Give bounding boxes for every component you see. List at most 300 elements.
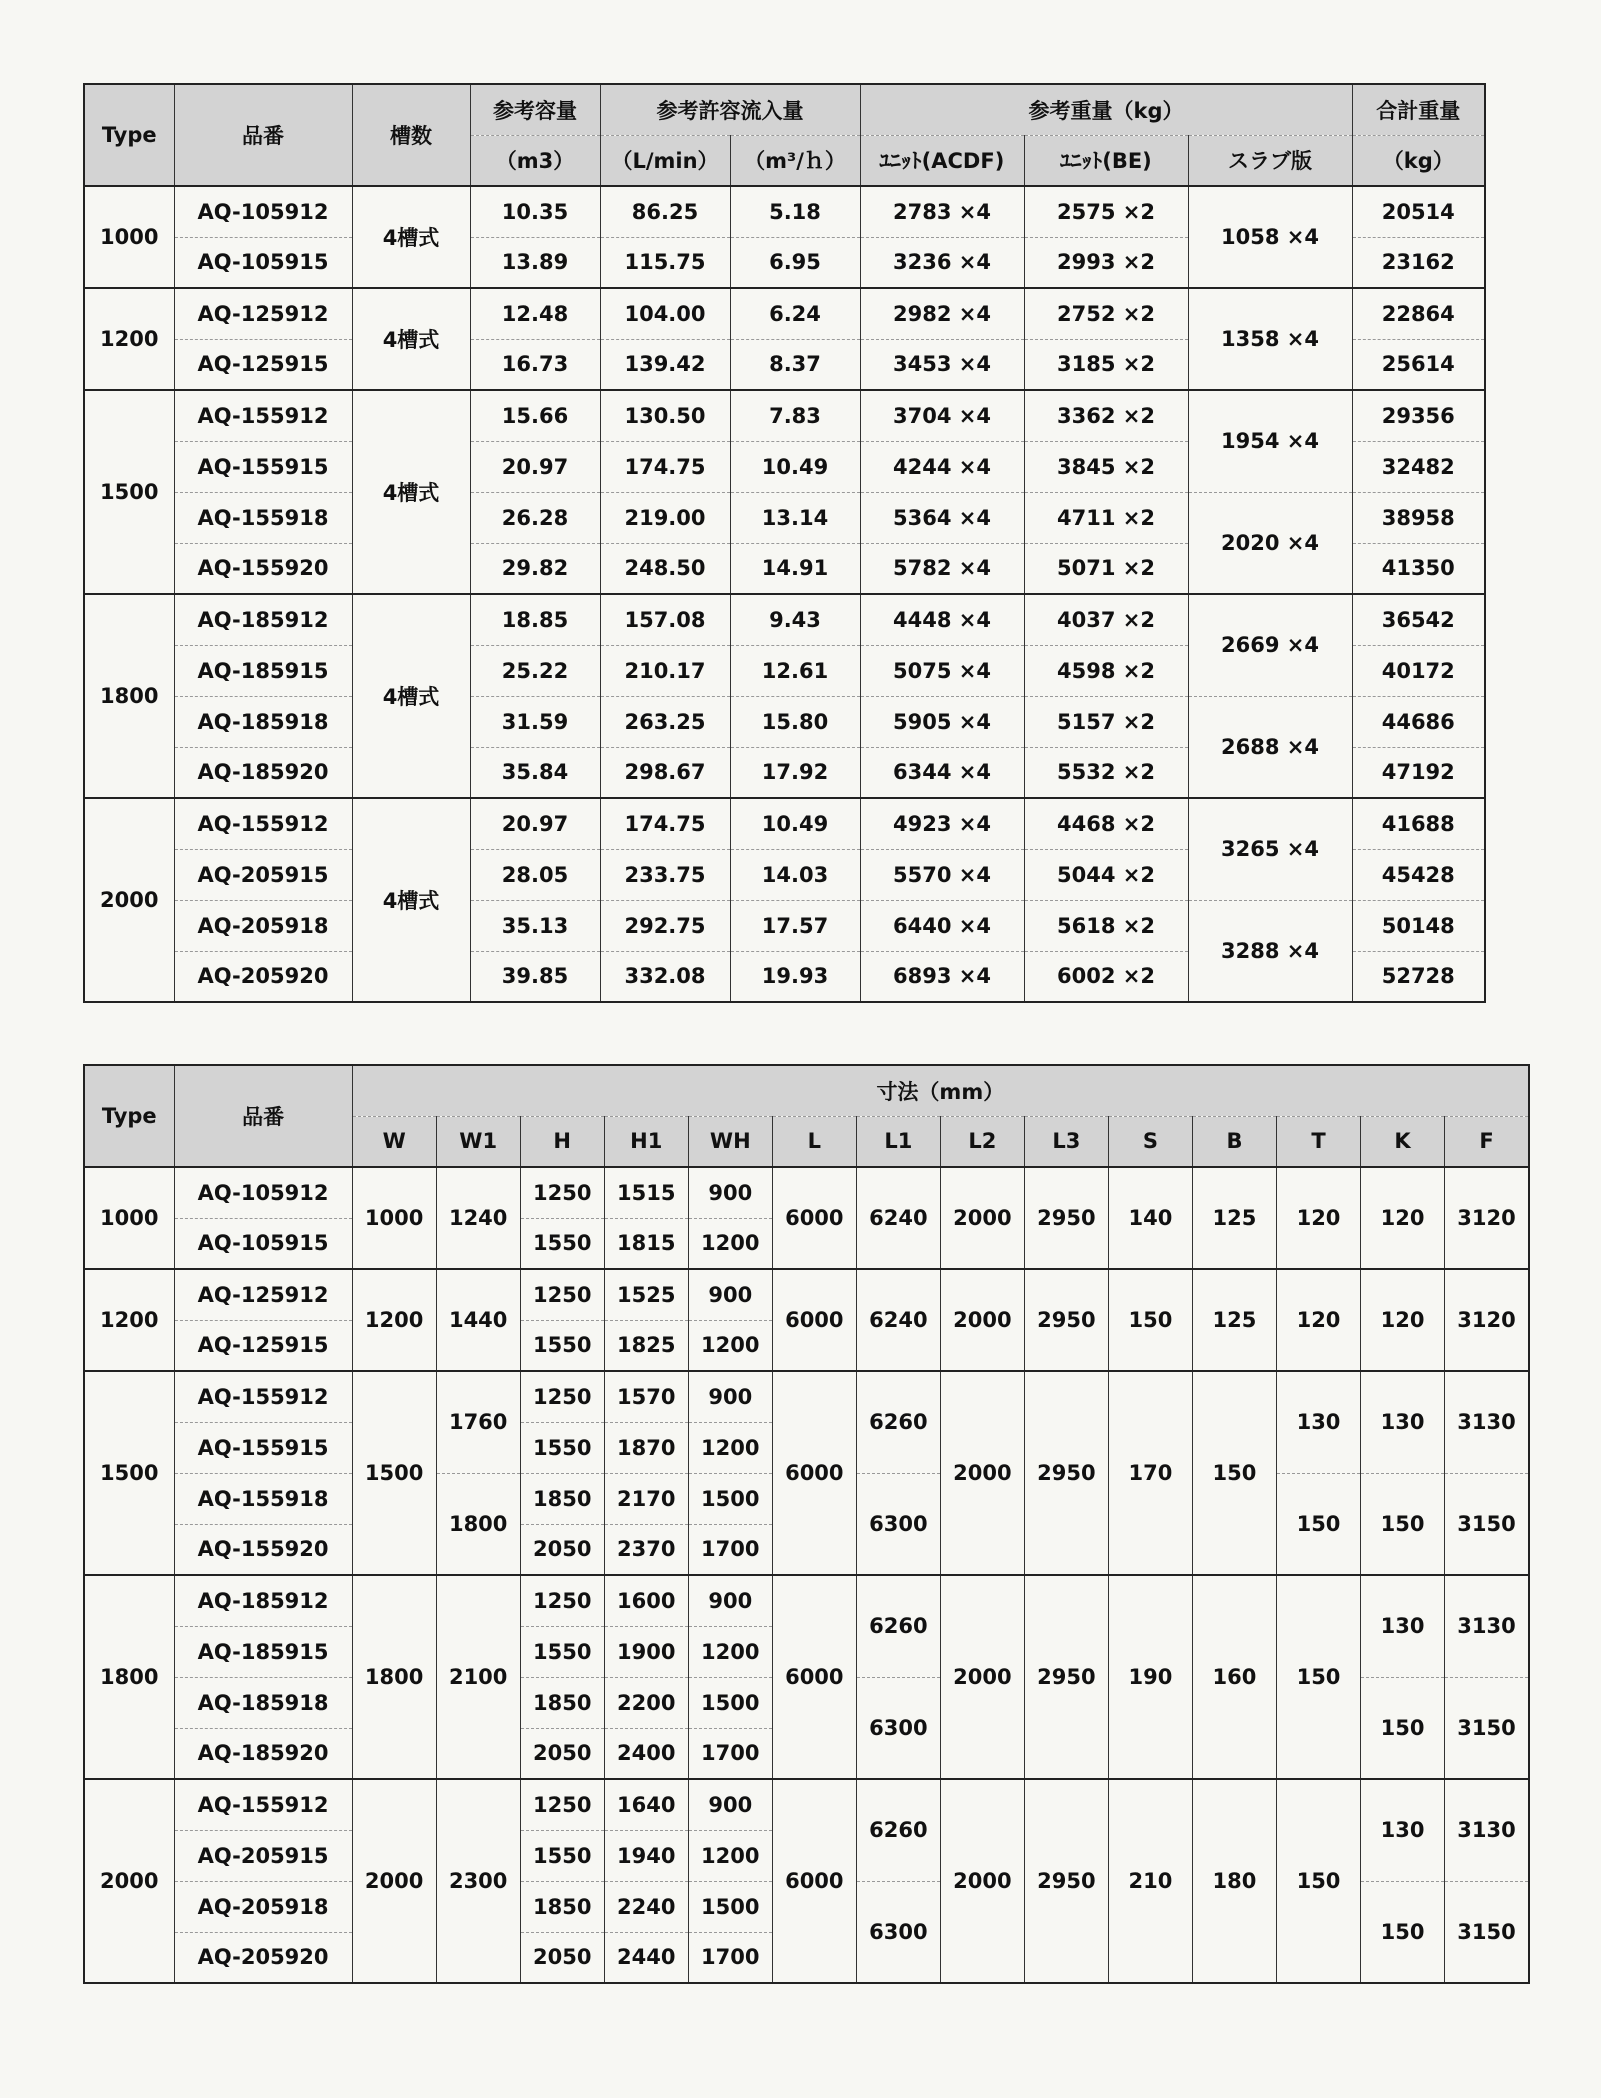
h1-cell: 2200: [604, 1677, 688, 1728]
h1-cell: 1815: [604, 1218, 688, 1269]
w1-cell: 2300: [436, 1779, 520, 1983]
part-number-cell: AQ-185912: [174, 1575, 352, 1626]
part-number-cell: AQ-155915: [174, 441, 352, 492]
f-cell: 3150: [1445, 1881, 1529, 1983]
unit-acdf-weight-cell: 5905 ×4: [860, 696, 1024, 747]
part-number-cell: AQ-105912: [174, 1167, 352, 1218]
part-number-cell: AQ-185920: [174, 1728, 352, 1779]
wh-cell: 900: [688, 1167, 772, 1218]
part-number-cell: AQ-155912: [174, 1779, 352, 1830]
part-number-cell: AQ-185920: [174, 747, 352, 798]
inflow-lmin-cell: 104.00: [600, 288, 730, 339]
table-row: [84, 1269, 1529, 1320]
total-weight-cell: 36542: [1352, 594, 1485, 645]
total-weight-cell: 44686: [1352, 696, 1485, 747]
b-cell: 150: [1192, 1371, 1276, 1575]
unit-be-weight-cell: 5618 ×2: [1024, 900, 1188, 951]
unit-acdf-weight-cell: 6344 ×4: [860, 747, 1024, 798]
l1-cell: 6260: [856, 1779, 940, 1881]
l-cell: 6000: [772, 1779, 856, 1983]
header-capacity-unit: （m3）: [470, 135, 600, 186]
h1-cell: 1570: [604, 1371, 688, 1422]
slab-weight-cell: 2669 ×4: [1188, 594, 1352, 696]
l1-cell: 6240: [856, 1269, 940, 1371]
inflow-m3h-cell: 10.49: [730, 798, 860, 849]
type-cell: 1200: [84, 1269, 174, 1371]
capacity-cell: 26.28: [470, 492, 600, 543]
s-cell: 170: [1108, 1371, 1192, 1575]
inflow-m3h-cell: 13.14: [730, 492, 860, 543]
unit-be-weight-cell: 5071 ×2: [1024, 543, 1188, 594]
wh-cell: 900: [688, 1269, 772, 1320]
inflow-lmin-cell: 332.08: [600, 951, 730, 1002]
h1-cell: 2400: [604, 1728, 688, 1779]
l1-cell: 6240: [856, 1167, 940, 1269]
part-number-cell: AQ-205915: [174, 1830, 352, 1881]
part-number-cell: AQ-185912: [174, 594, 352, 645]
part-number-cell: AQ-105915: [174, 237, 352, 288]
total-weight-cell: 38958: [1352, 492, 1485, 543]
t-cell: 120: [1276, 1269, 1360, 1371]
l2-cell: 2000: [940, 1269, 1024, 1371]
inflow-m3h-cell: 19.93: [730, 951, 860, 1002]
h1-cell: 1525: [604, 1269, 688, 1320]
total-weight-cell: 47192: [1352, 747, 1485, 798]
b-cell: 125: [1192, 1167, 1276, 1269]
dim-header-w1: W1: [436, 1116, 520, 1167]
part-number-cell: AQ-105912: [174, 186, 352, 237]
w-cell: 1500: [352, 1371, 436, 1575]
wh-cell: 900: [688, 1371, 772, 1422]
tank-count-cell: 4槽式: [352, 798, 470, 1002]
slab-weight-cell: 1058 ×4: [1188, 186, 1352, 288]
part-number-cell: AQ-105915: [174, 1218, 352, 1269]
inflow-lmin-cell: 115.75: [600, 237, 730, 288]
inflow-m3h-cell: 7.83: [730, 390, 860, 441]
total-weight-cell: 40172: [1352, 645, 1485, 696]
part-number-cell: AQ-205920: [174, 951, 352, 1002]
l-cell: 6000: [772, 1167, 856, 1269]
t-cell: 120: [1276, 1167, 1360, 1269]
l1-cell: 6300: [856, 1677, 940, 1779]
type-cell: 2000: [84, 1779, 174, 1983]
unit-acdf-weight-cell: 5075 ×4: [860, 645, 1024, 696]
unit-acdf-weight-cell: 6893 ×4: [860, 951, 1024, 1002]
wh-cell: 1700: [688, 1524, 772, 1575]
inflow-m3h-cell: 15.80: [730, 696, 860, 747]
capacity-cell: 10.35: [470, 186, 600, 237]
unit-be-weight-cell: 2993 ×2: [1024, 237, 1188, 288]
unit-acdf-weight-cell: 4923 ×4: [860, 798, 1024, 849]
part-number-cell: AQ-205918: [174, 1881, 352, 1932]
table-row: [84, 288, 1485, 339]
h-cell: 1250: [520, 1371, 604, 1422]
unit-be-weight-cell: 4037 ×2: [1024, 594, 1188, 645]
part-number-cell: AQ-155920: [174, 1524, 352, 1575]
w-cell: 1200: [352, 1269, 436, 1371]
k-cell: 150: [1361, 1881, 1445, 1983]
table-row: [84, 1371, 1529, 1422]
b-cell: 125: [1192, 1269, 1276, 1371]
wh-cell: 1200: [688, 1218, 772, 1269]
inflow-lmin-cell: 130.50: [600, 390, 730, 441]
inflow-m3h-cell: 14.03: [730, 849, 860, 900]
inflow-m3h-cell: 17.57: [730, 900, 860, 951]
dim-header-w: W: [352, 1116, 436, 1167]
slab-weight-cell: 3288 ×4: [1188, 900, 1352, 1002]
part-number-cell: AQ-155912: [174, 798, 352, 849]
inflow-lmin-cell: 248.50: [600, 543, 730, 594]
capacity-cell: 20.97: [470, 798, 600, 849]
h1-cell: 2170: [604, 1473, 688, 1524]
l-cell: 6000: [772, 1269, 856, 1371]
w-cell: 1800: [352, 1575, 436, 1779]
capacity-cell: 25.22: [470, 645, 600, 696]
part-number-cell: AQ-155918: [174, 492, 352, 543]
inflow-lmin-cell: 139.42: [600, 339, 730, 390]
total-weight-cell: 23162: [1352, 237, 1485, 288]
l2-cell: 2000: [940, 1575, 1024, 1779]
type-cell: 1800: [84, 1575, 174, 1779]
dim-header-type: Type: [84, 1065, 174, 1167]
part-number-cell: AQ-155915: [174, 1422, 352, 1473]
dim-header-l2: L2: [940, 1116, 1024, 1167]
f-cell: 3130: [1445, 1779, 1529, 1881]
total-weight-cell: 52728: [1352, 951, 1485, 1002]
part-number-cell: AQ-185918: [174, 696, 352, 747]
header-total-unit: （kg）: [1352, 135, 1485, 186]
h1-cell: 1940: [604, 1830, 688, 1881]
w1-cell: 1800: [436, 1473, 520, 1575]
dim-header-h1: H1: [604, 1116, 688, 1167]
slab-weight-cell: 2688 ×4: [1188, 696, 1352, 798]
inflow-m3h-cell: 6.24: [730, 288, 860, 339]
header-inflow-lmin: （L/min）: [600, 135, 730, 186]
dimension-table-body: [84, 1167, 1529, 1983]
l2-cell: 2000: [940, 1371, 1024, 1575]
h-cell: 1550: [520, 1422, 604, 1473]
inflow-m3h-cell: 6.95: [730, 237, 860, 288]
dim-header-h: H: [520, 1116, 604, 1167]
wh-cell: 1500: [688, 1473, 772, 1524]
header-unit-be: ﾕﾆｯﾄ(BE): [1024, 135, 1188, 186]
inflow-lmin-cell: 210.17: [600, 645, 730, 696]
h-cell: 1850: [520, 1881, 604, 1932]
table-row: [84, 798, 1485, 849]
slab-weight-cell: 1358 ×4: [1188, 288, 1352, 390]
inflow-lmin-cell: 263.25: [600, 696, 730, 747]
tank-count-cell: 4槽式: [352, 390, 470, 594]
table-row: [84, 186, 1485, 237]
wh-cell: 1200: [688, 1626, 772, 1677]
dim-header-wh: WH: [688, 1116, 772, 1167]
l1-cell: 6260: [856, 1371, 940, 1473]
s-cell: 190: [1108, 1575, 1192, 1779]
w1-cell: 1240: [436, 1167, 520, 1269]
h-cell: 1550: [520, 1830, 604, 1881]
spec-table: [83, 83, 1486, 1003]
w1-cell: 1440: [436, 1269, 520, 1371]
l1-cell: 6300: [856, 1473, 940, 1575]
l1-cell: 6300: [856, 1881, 940, 1983]
h-cell: 2050: [520, 1728, 604, 1779]
spec-table-body: [84, 186, 1485, 1002]
inflow-lmin-cell: 292.75: [600, 900, 730, 951]
inflow-m3h-cell: 10.49: [730, 441, 860, 492]
h-cell: 2050: [520, 1932, 604, 1983]
part-number-cell: AQ-205920: [174, 1932, 352, 1983]
wh-cell: 1200: [688, 1320, 772, 1371]
tank-count-cell: 4槽式: [352, 288, 470, 390]
unit-acdf-weight-cell: 3704 ×4: [860, 390, 1024, 441]
h-cell: 1850: [520, 1677, 604, 1728]
capacity-cell: 20.97: [470, 441, 600, 492]
l3-cell: 2950: [1024, 1575, 1108, 1779]
l2-cell: 2000: [940, 1167, 1024, 1269]
dim-header-l1: L1: [856, 1116, 940, 1167]
table-row: [84, 696, 1485, 747]
s-cell: 210: [1108, 1779, 1192, 1983]
h1-cell: 1825: [604, 1320, 688, 1371]
total-weight-cell: 41350: [1352, 543, 1485, 594]
type-cell: 1000: [84, 1167, 174, 1269]
h1-cell: 2440: [604, 1932, 688, 1983]
h-cell: 2050: [520, 1524, 604, 1575]
part-number-cell: AQ-155920: [174, 543, 352, 594]
unit-be-weight-cell: 4468 ×2: [1024, 798, 1188, 849]
dim-header-l3: L3: [1024, 1116, 1108, 1167]
total-weight-cell: 20514: [1352, 186, 1485, 237]
f-cell: 3120: [1445, 1269, 1529, 1371]
capacity-cell: 16.73: [470, 339, 600, 390]
inflow-lmin-cell: 157.08: [600, 594, 730, 645]
header-weight: 参考重量（kg）: [860, 84, 1352, 135]
inflow-lmin-cell: 174.75: [600, 798, 730, 849]
h1-cell: 2370: [604, 1524, 688, 1575]
h-cell: 1250: [520, 1167, 604, 1218]
w-cell: 2000: [352, 1779, 436, 1983]
header-capacity: 参考容量: [470, 84, 600, 135]
l3-cell: 2950: [1024, 1371, 1108, 1575]
total-weight-cell: 45428: [1352, 849, 1485, 900]
total-weight-cell: 22864: [1352, 288, 1485, 339]
header-inflow: 参考許容流入量: [600, 84, 860, 135]
w-cell: 1000: [352, 1167, 436, 1269]
unit-acdf-weight-cell: 2982 ×4: [860, 288, 1024, 339]
capacity-cell: 15.66: [470, 390, 600, 441]
inflow-m3h-cell: 17.92: [730, 747, 860, 798]
table-row: [84, 594, 1485, 645]
unit-be-weight-cell: 5532 ×2: [1024, 747, 1188, 798]
unit-be-weight-cell: 2575 ×2: [1024, 186, 1188, 237]
k-cell: 150: [1361, 1677, 1445, 1779]
total-weight-cell: 50148: [1352, 900, 1485, 951]
total-weight-cell: 32482: [1352, 441, 1485, 492]
f-cell: 3150: [1445, 1473, 1529, 1575]
unit-be-weight-cell: 2752 ×2: [1024, 288, 1188, 339]
l-cell: 6000: [772, 1575, 856, 1779]
t-cell: 150: [1276, 1575, 1360, 1779]
l3-cell: 2950: [1024, 1167, 1108, 1269]
k-cell: 130: [1361, 1575, 1445, 1677]
w1-cell: 1760: [436, 1371, 520, 1473]
table-row: [84, 1167, 1529, 1218]
dimension-table: [83, 1064, 1530, 1984]
dim-header-k: K: [1361, 1116, 1445, 1167]
dim-header-s: S: [1108, 1116, 1192, 1167]
type-cell: 1000: [84, 186, 174, 288]
unit-acdf-weight-cell: 3453 ×4: [860, 339, 1024, 390]
unit-acdf-weight-cell: 3236 ×4: [860, 237, 1024, 288]
part-number-cell: AQ-155912: [174, 1371, 352, 1422]
unit-acdf-weight-cell: 5364 ×4: [860, 492, 1024, 543]
unit-be-weight-cell: 5044 ×2: [1024, 849, 1188, 900]
wh-cell: 1700: [688, 1932, 772, 1983]
unit-acdf-weight-cell: 2783 ×4: [860, 186, 1024, 237]
slab-weight-cell: 1954 ×4: [1188, 390, 1352, 492]
type-cell: 1500: [84, 390, 174, 594]
capacity-cell: 13.89: [470, 237, 600, 288]
table-row: [84, 390, 1485, 441]
f-cell: 3120: [1445, 1167, 1529, 1269]
inflow-m3h-cell: 9.43: [730, 594, 860, 645]
type-cell: 1200: [84, 288, 174, 390]
capacity-cell: 31.59: [470, 696, 600, 747]
wh-cell: 900: [688, 1779, 772, 1830]
dim-header-part-no: 品番: [174, 1065, 352, 1167]
l2-cell: 2000: [940, 1779, 1024, 1983]
unit-be-weight-cell: 6002 ×2: [1024, 951, 1188, 1002]
part-number-cell: AQ-125915: [174, 339, 352, 390]
inflow-m3h-cell: 5.18: [730, 186, 860, 237]
capacity-cell: 29.82: [470, 543, 600, 594]
k-cell: 150: [1361, 1473, 1445, 1575]
unit-be-weight-cell: 4711 ×2: [1024, 492, 1188, 543]
header-tanks: 槽数: [352, 84, 470, 186]
inflow-lmin-cell: 298.67: [600, 747, 730, 798]
h1-cell: 1900: [604, 1626, 688, 1677]
dim-header-b: B: [1192, 1116, 1276, 1167]
part-number-cell: AQ-155912: [174, 390, 352, 441]
t-cell: 150: [1276, 1473, 1360, 1575]
part-number-cell: AQ-185915: [174, 1626, 352, 1677]
type-cell: 2000: [84, 798, 174, 1002]
total-weight-cell: 29356: [1352, 390, 1485, 441]
t-cell: 130: [1276, 1371, 1360, 1473]
header-part-no: 品番: [174, 84, 352, 186]
f-cell: 3130: [1445, 1371, 1529, 1473]
table-row: [84, 900, 1485, 951]
l3-cell: 2950: [1024, 1269, 1108, 1371]
part-number-cell: AQ-185915: [174, 645, 352, 696]
dim-header-f: F: [1445, 1116, 1529, 1167]
inflow-lmin-cell: 219.00: [600, 492, 730, 543]
h-cell: 1250: [520, 1779, 604, 1830]
k-cell: 130: [1361, 1371, 1445, 1473]
inflow-lmin-cell: 233.75: [600, 849, 730, 900]
total-weight-cell: 41688: [1352, 798, 1485, 849]
h-cell: 1250: [520, 1575, 604, 1626]
b-cell: 180: [1192, 1779, 1276, 1983]
header-total-weight: 合計重量: [1352, 84, 1485, 135]
k-cell: 120: [1361, 1269, 1445, 1371]
tank-count-cell: 4槽式: [352, 594, 470, 798]
capacity-cell: 35.13: [470, 900, 600, 951]
type-cell: 1800: [84, 594, 174, 798]
h-cell: 1850: [520, 1473, 604, 1524]
s-cell: 150: [1108, 1269, 1192, 1371]
header-inflow-m3h: （m³/ｈ）: [730, 135, 860, 186]
tank-count-cell: 4槽式: [352, 186, 470, 288]
capacity-cell: 28.05: [470, 849, 600, 900]
h-cell: 1250: [520, 1269, 604, 1320]
wh-cell: 900: [688, 1575, 772, 1626]
h1-cell: 1870: [604, 1422, 688, 1473]
table-row: [84, 492, 1485, 543]
slab-weight-cell: 3265 ×4: [1188, 798, 1352, 900]
wh-cell: 1500: [688, 1677, 772, 1728]
table-row: [84, 1575, 1529, 1626]
inflow-lmin-cell: 86.25: [600, 186, 730, 237]
capacity-cell: 18.85: [470, 594, 600, 645]
capacity-cell: 12.48: [470, 288, 600, 339]
inflow-m3h-cell: 8.37: [730, 339, 860, 390]
header-unit-acdf: ﾕﾆｯﾄ(ACDF): [860, 135, 1024, 186]
t-cell: 150: [1276, 1779, 1360, 1983]
f-cell: 3130: [1445, 1575, 1529, 1677]
dim-header-t: T: [1276, 1116, 1360, 1167]
unit-acdf-weight-cell: 6440 ×4: [860, 900, 1024, 951]
inflow-lmin-cell: 174.75: [600, 441, 730, 492]
unit-be-weight-cell: 4598 ×2: [1024, 645, 1188, 696]
header-type: Type: [84, 84, 174, 186]
h1-cell: 1515: [604, 1167, 688, 1218]
k-cell: 130: [1361, 1779, 1445, 1881]
inflow-m3h-cell: 12.61: [730, 645, 860, 696]
unit-be-weight-cell: 3845 ×2: [1024, 441, 1188, 492]
unit-acdf-weight-cell: 5782 ×4: [860, 543, 1024, 594]
dim-header-l: L: [772, 1116, 856, 1167]
h-cell: 1550: [520, 1320, 604, 1371]
wh-cell: 1200: [688, 1422, 772, 1473]
header-slab: スラブ版: [1188, 135, 1352, 186]
b-cell: 160: [1192, 1575, 1276, 1779]
wh-cell: 1200: [688, 1830, 772, 1881]
l-cell: 6000: [772, 1371, 856, 1575]
unit-acdf-weight-cell: 5570 ×4: [860, 849, 1024, 900]
table-row: [84, 1779, 1529, 1830]
part-number-cell: AQ-205915: [174, 849, 352, 900]
part-number-cell: AQ-185918: [174, 1677, 352, 1728]
capacity-cell: 39.85: [470, 951, 600, 1002]
k-cell: 120: [1361, 1167, 1445, 1269]
capacity-cell: 35.84: [470, 747, 600, 798]
unit-acdf-weight-cell: 4244 ×4: [860, 441, 1024, 492]
part-number-cell: AQ-205918: [174, 900, 352, 951]
wh-cell: 1700: [688, 1728, 772, 1779]
unit-be-weight-cell: 5157 ×2: [1024, 696, 1188, 747]
type-cell: 1500: [84, 1371, 174, 1575]
f-cell: 3150: [1445, 1677, 1529, 1779]
h-cell: 1550: [520, 1218, 604, 1269]
unit-acdf-weight-cell: 4448 ×4: [860, 594, 1024, 645]
h1-cell: 1600: [604, 1575, 688, 1626]
l1-cell: 6260: [856, 1575, 940, 1677]
l3-cell: 2950: [1024, 1779, 1108, 1983]
inflow-m3h-cell: 14.91: [730, 543, 860, 594]
part-number-cell: AQ-155918: [174, 1473, 352, 1524]
part-number-cell: AQ-125912: [174, 1269, 352, 1320]
